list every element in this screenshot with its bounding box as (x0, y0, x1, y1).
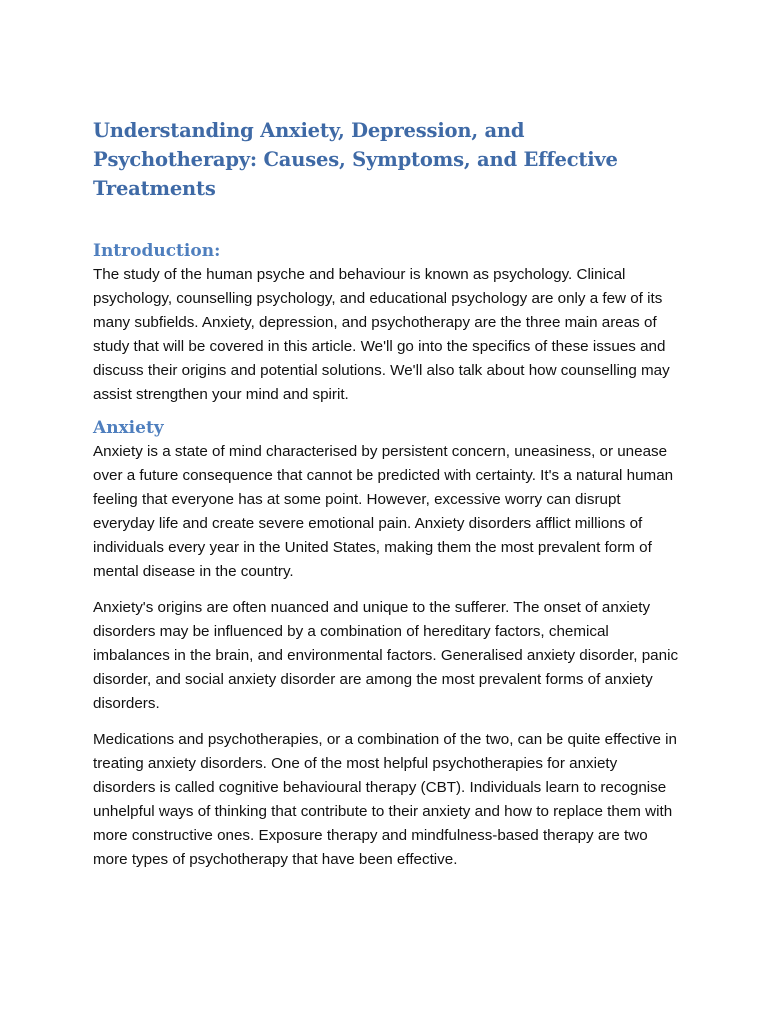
anxiety-paragraph-2: Anxiety's origins are often nuanced and unique to the sufferer. The onset of anxiety disorders may be influenced by a combination of hereditary factors, chemical imbalances in the brain, and environmental factors. Generalised anxiety disorder, panic disorder, and social anxiety disorder are among the most prevalent forms of anxiety disorders. (93, 599, 679, 712)
document-title: Understanding Anxiety, Depression, and Psychotherapy: Causes, Symptoms, and Effective Treatments (93, 119, 618, 200)
section-heading-introduction: Introduction: (93, 241, 221, 261)
document-body (93, 116, 683, 872)
anxiety-paragraph-3: Medications and psychotherapies, or a combination of the two, can be quite effective in treating anxiety disorders. One of the most helpful psychotherapies for anxiety disorders is called cognitive behavioural therapy (CBT). Individuals learn to recognise unhelpful ways of thinking that contribute to their anxiety and how to replace them with more constructive ones. Exposure therapy and mindfulness-based therapy are two more types of psychotherapy that have been effective. (93, 731, 677, 868)
introduction-paragraph: The study of the human psyche and behaviour is known as psychology. Clinical psychology, counselling psychology, and educational psychology are only a few of its many subfields. Anxiety, depression, and psychotherapy are the three main areas of study that will be covered in this article. We'll go into the specifics of these issues and discuss their origins and potential solutions. We'll also talk about how counselling may assist strengthen your mind and spirit. (93, 266, 670, 403)
section-heading-anxiety: Anxiety (93, 418, 164, 438)
anxiety-paragraph-1: Anxiety is a state of mind characterised by persistent concern, uneasiness, or unease over a future consequence that cannot be predicted with certainty. It's a natural human feeling that everyone has at some point. However, excessive worry can disrupt everyday life and create severe emotional pain. Anxiety disorders afflict millions of individuals every year in the United States, making them the most prevalent form of mental disease in the country. (93, 443, 674, 580)
